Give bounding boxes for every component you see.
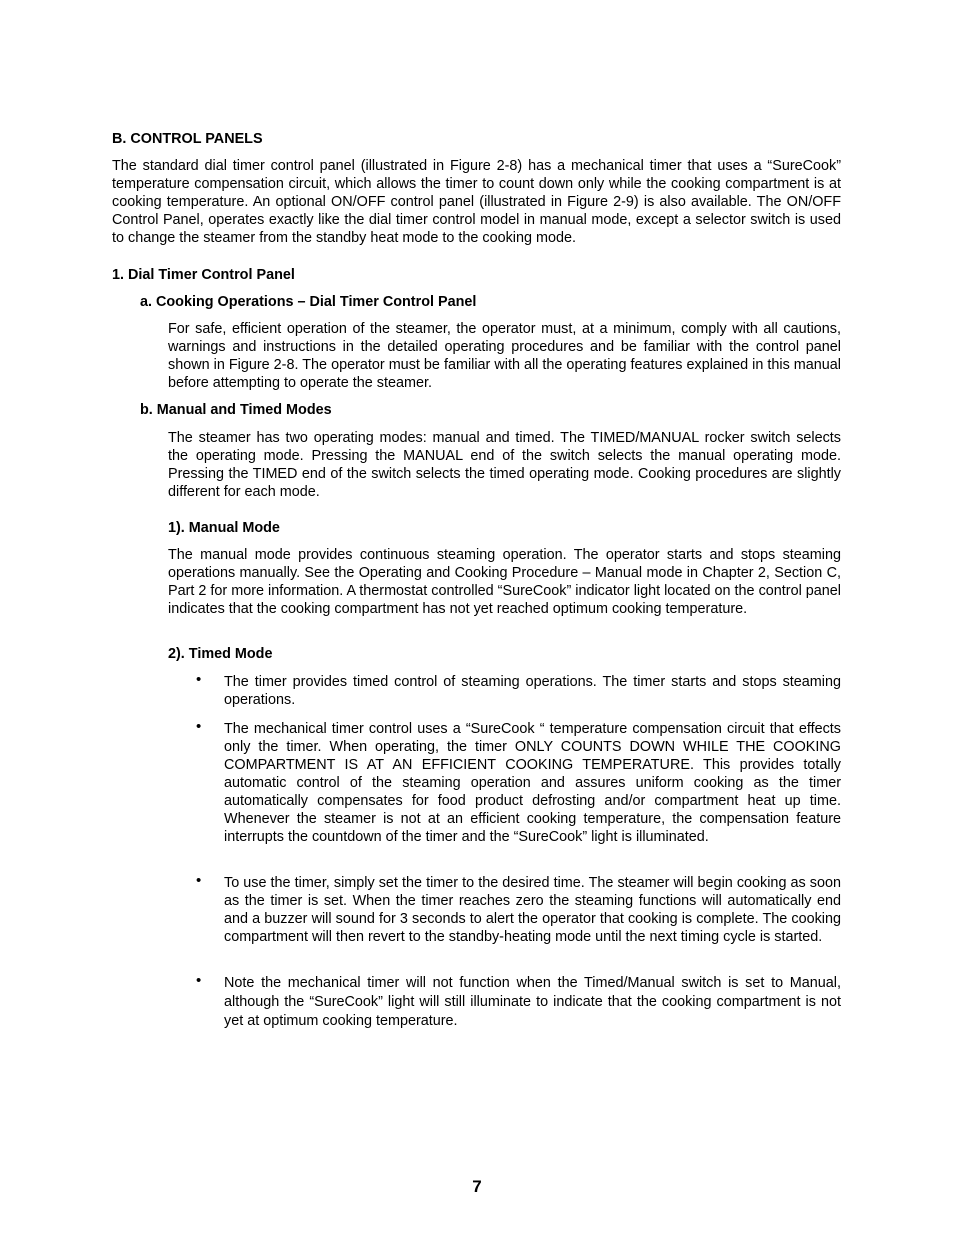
subheading-manual-timed-modes: b. Manual and Timed Modes <box>140 402 332 418</box>
bullet-icon: • <box>196 671 202 688</box>
section-heading: B. CONTROL PANELS <box>112 131 263 147</box>
bullet-icon: • <box>196 872 202 889</box>
timed-mode-bullet-4: Note the mechanical timer will not function when the Timed/Manual switch is set to Manual, although the “SureCook” light will still illuminate to indicate that the cooking compartment is not yet at optimum cooking temperature. <box>224 975 841 1029</box>
subheading-cooking-operations: a. Cooking Operations – Dial Timer Control Panel <box>140 294 477 310</box>
bullet-icon: • <box>196 718 202 735</box>
timed-mode-bullet-3: To use the timer, simply set the timer to the desired time. The steamer will begin cooking as soon as the timer is set. When the timer reaches zero the steaming functions will automatically end and a buzzer will sound for 3 seconds to alert the operator that cooking is complete. The cooking compartment will then revert to the standby-heating mode until the next timing cycle is started. <box>224 875 841 945</box>
manual-mode-paragraph: The manual mode provides continuous steaming operation. The operator starts and stops steaming operations manually. See the Operating and Cooking Procedure – Manual mode in Chapter 2, Section C, Part 2 for more information. A thermostat controlled “SureCook” indicator light located on the control panel indicates that the cooking compartment has not yet reached optimum cooking temperature. <box>168 547 841 617</box>
bullet-icon: • <box>196 972 202 989</box>
section-intro-paragraph: The standard dial timer control panel (illustrated in Figure 2-8) has a mechanical timer that uses a “SureCook” temperature compensation circuit, which allows the timer to count down only while the cooking compartment is at cooking temperature. An optional ON/OFF control panel (illustrated in Figure 2-9) is also available. The ON/OFF Control Panel, operates exactly like the dial timer control model in manual mode, except a selector switch is used to change the steamer from the standby heat mode to the cooking mode. <box>112 158 841 246</box>
cooking-operations-paragraph: For safe, efficient operation of the steamer, the operator must, at a minimum, comply with all cautions, warnings and instructions in the detailed operating procedures and be familiar with the control panel shown in Figure 2-8. The operator must be familiar with all the operating features explained in this manual before attempting to operate the steamer. <box>168 321 841 391</box>
subsection-heading-dial-timer: 1. Dial Timer Control Panel <box>112 267 295 283</box>
subheading-timed-mode: 2). Timed Mode <box>168 646 273 662</box>
manual-timed-modes-paragraph: The steamer has two operating modes: manual and timed. The TIMED/MANUAL rocker switch selects the operating mode. Pressing the MANUAL end of the switch selects the manual operating mode. Pressing the TIMED end of the switch selects the timed operating mode. Cooking procedures are slightly different for each mode. <box>168 430 841 500</box>
timed-mode-bullet-1: The timer provides timed control of steaming operations. The timer starts and stops steaming operations. <box>224 674 841 708</box>
page-number: 7 <box>472 1177 482 1196</box>
subheading-manual-mode: 1). Manual Mode <box>168 520 280 536</box>
timed-mode-bullet-2: The mechanical timer control uses a “SureCook “ temperature compensation circuit that effects only the timer. When operating, the timer ONLY COUNTS DOWN WHILE THE COOKING COMPARTMENT IS AT AN EFFICIENT COOKING TEMPERATURE. This provides totally automatic control of the steaming operation and assures uniform cooking as the timer automatically compensates for food product defrosting and/or compartment heat up time. Whenever the steamer is not at an efficient cooking temperature, the compensation feature interrupts the countdown of the timer and the “SureCook” light is illuminated. <box>224 721 841 845</box>
